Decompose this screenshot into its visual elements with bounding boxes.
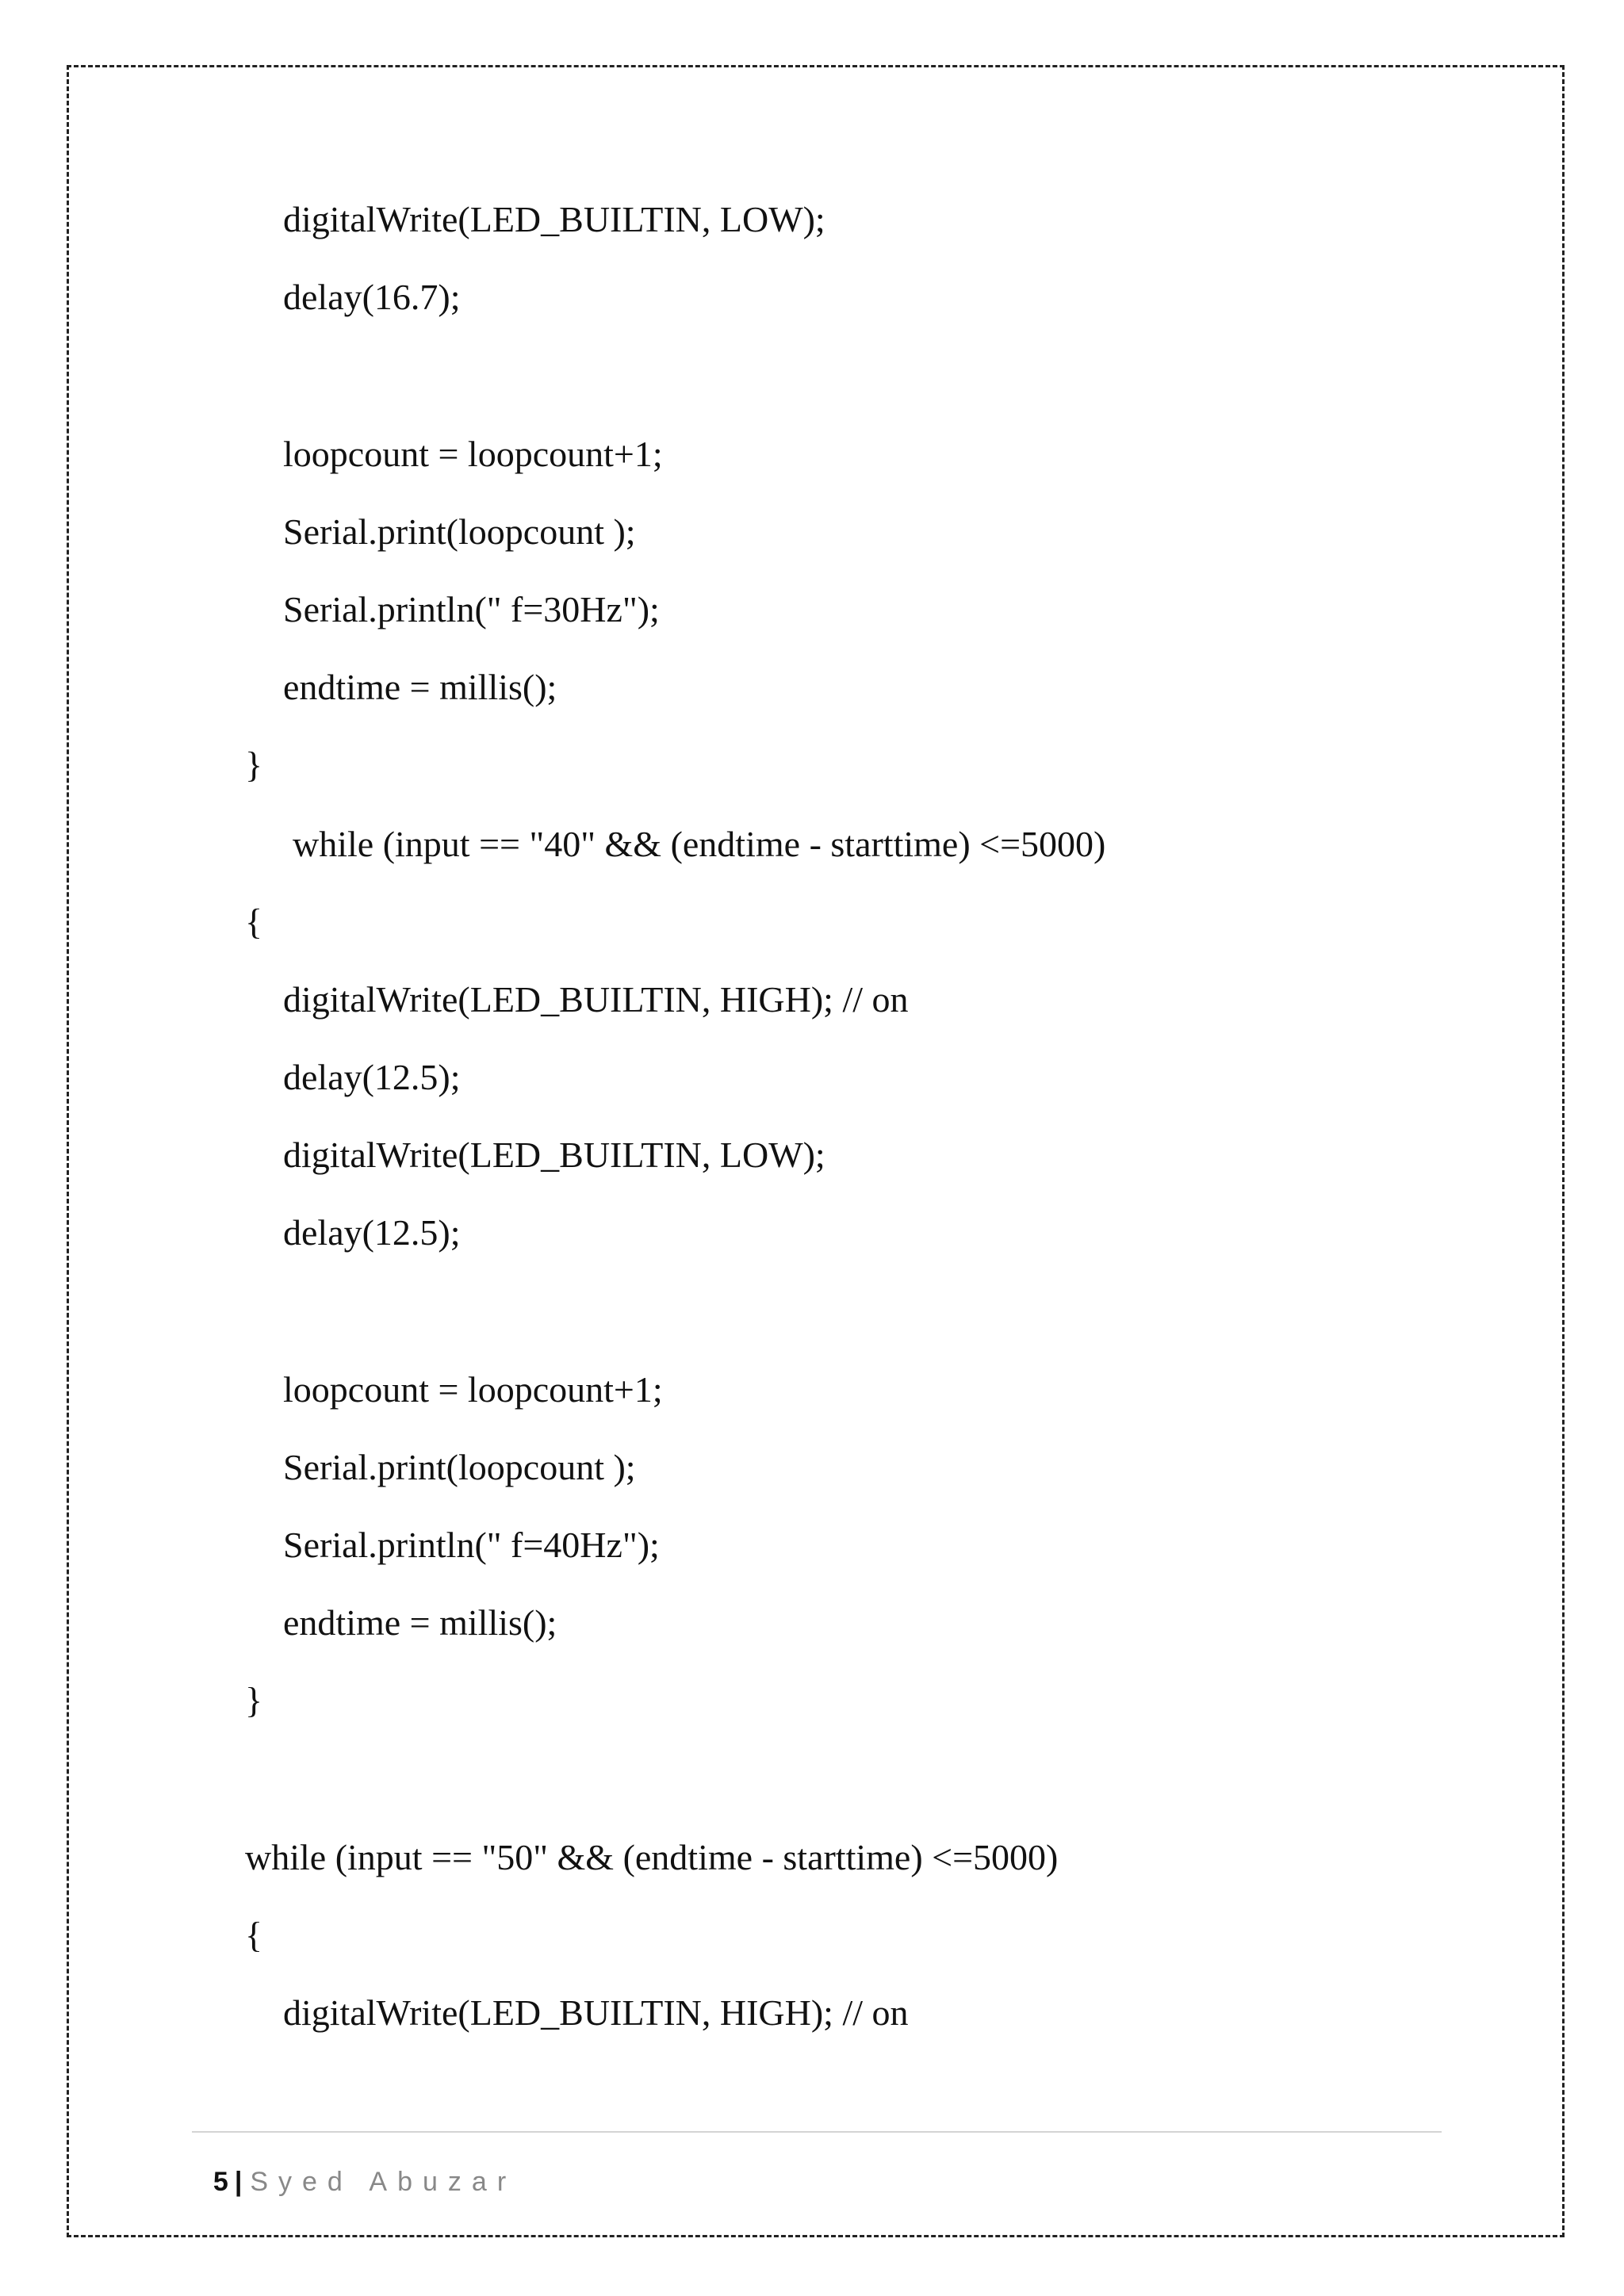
code-line: Serial.print(loopcount ); [283, 1447, 636, 1487]
code-line: delay(12.5); [283, 1057, 461, 1097]
code-line: Serial.println(" f=30Hz"); [283, 589, 660, 629]
code-line: loopcount = loopcount+1; [283, 434, 663, 474]
code-line: delay(16.7); [283, 277, 461, 317]
code-line: } [245, 1680, 263, 1720]
page-footer [198, 2136, 516, 2198]
code-line: Serial.print(loopcount ); [283, 511, 636, 552]
page-number: 5 [213, 2167, 228, 2197]
code-line: delay(12.5); [283, 1212, 461, 1253]
footer-separator: | [234, 2167, 243, 2197]
code-line: Serial.println(" f=40Hz"); [283, 1525, 660, 1565]
code-line: while (input == "40" && (endtime - starttime) <=5000) [293, 824, 1106, 864]
code-line: while (input == "50" && (endtime - starttime) <=5000) [245, 1837, 1059, 1877]
code-line: loopcount = loopcount+1; [283, 1369, 663, 1410]
code-line: endtime = millis(); [283, 1602, 557, 1643]
code-line: digitalWrite(LED_BUILTIN, LOW); [283, 199, 825, 239]
code-line: { [245, 1915, 263, 1955]
author-name: Syed Abuzar [250, 2167, 517, 2197]
footer-divider [192, 2131, 1442, 2133]
code-line: { [245, 901, 263, 942]
code-line: digitalWrite(LED_BUILTIN, LOW); [283, 1135, 825, 1175]
code-line: endtime = millis(); [283, 667, 557, 707]
code-line: } [245, 744, 263, 785]
code-line: digitalWrite(LED_BUILTIN, HIGH); // on [283, 1992, 909, 2033]
code-line: digitalWrite(LED_BUILTIN, HIGH); // on [283, 979, 909, 1020]
